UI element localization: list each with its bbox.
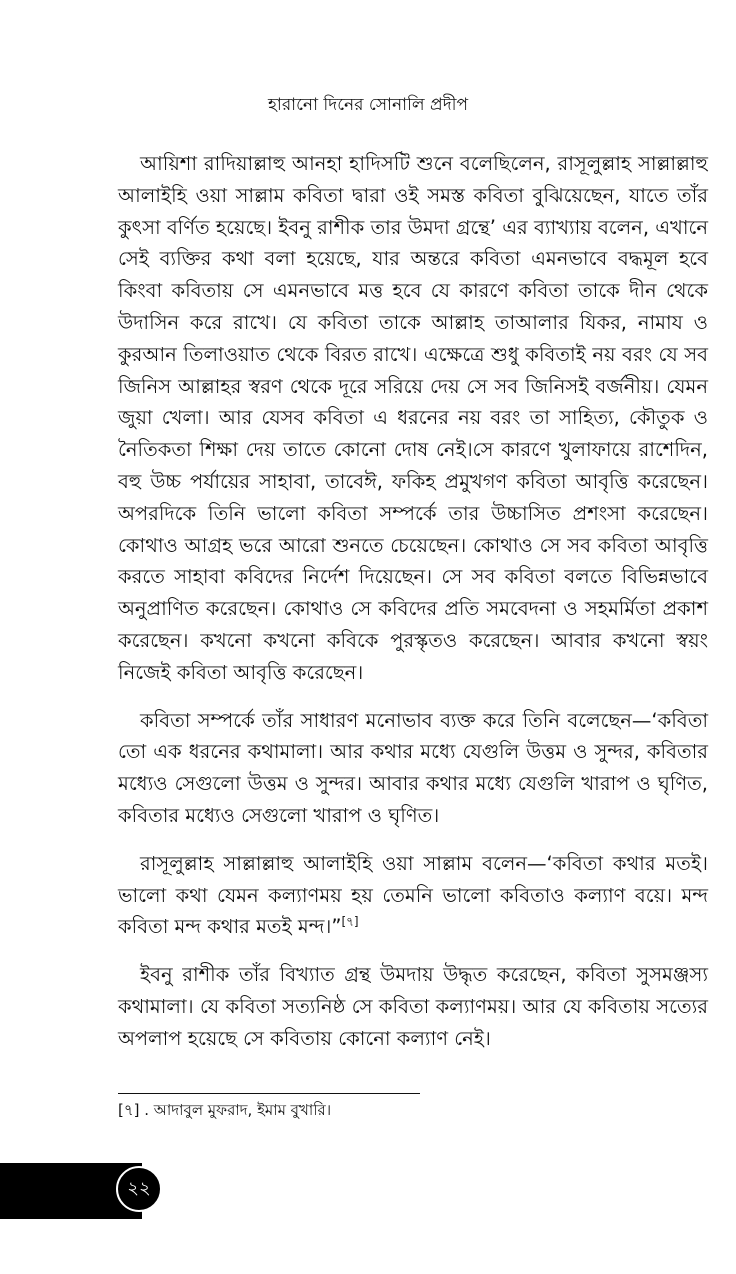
body-text <box>118 148 708 1071</box>
page-number: ২২ <box>116 1166 162 1212</box>
paragraph-4: ইবনু রাশীক তাঁর বিখ্যাত গ্রন্থ উমদায় উদ্ধৃত করেছেন, কবিতা সুসমঞ্জস্য কথামালা। যে কবিতা সত্যনিষ্ঠ সে কবিতা কল্যাণময়। আর যে কবিতায় সত্যের অপলাপ হয়েছে সে কবিতায় কোনো কল্যাণ নেই। <box>118 963 708 1050</box>
footnote-divider <box>118 1093 420 1094</box>
paragraph-1: আয়িশা রাদিয়াল্লাহু আনহা হাদিসটি শুনে বলেছিলেন, রাসূলুল্লাহ সাল্লাল্লাহু আলাইহি ওয়া সাল্লাম কবিতা দ্বারা ওই সমস্ত কবিতা বুঝিয়েছেন, যাতে তাঁর কুৎসা বর্ণিত হয়েছে। ইবনু রাশীক তার উমদা গ্রন্থে’ এর ব্যাখ্যায় বলেন, এখানে সেই ব্যক্তির কথা বলা হয়েছে, যার অন্তরে কবিতা এমনভাবে বদ্ধমূল হবে কিংবা কবিতায় সে এমনভাবে মত্ত হবে যে কারণে কবিতা তাকে দীন থেকে উদাসিন করে রাখে। যে কবিতা তাকে আল্লাহ তাআলার যিকর, নামায ও কুরআন তিলাওয়াত থেকে বিরত রাখে। এক্ষেত্রে শুধু কবিতাই নয় বরং যে সব জিনিস আল্লাহর স্বরণ থেকে দূরে সরিয়ে দেয় সে সব জিনিসই বর্জনীয়। যেমন জুয়া খেলা। আর যেসব কবিতা এ ধরনের নয় বরং তা সাহিত্য, কৌতুক ও নৈতিকতা শিক্ষা দেয় তাতে কোনো দোষ নেই।সে কারণে খুলাফায়ে রাশেদিন, বহু উচ্চ পর্যায়ের সাহাবা, তাবেঈ, ফকিহ প্রমুখগণ কবিতা আবৃত্তি করেছেন। অপরদিকে তিনি ভালো কবিতা সম্পর্কে তার উচ্চাসিত প্রশংসা করেছেন। কোথাও আগ্রহ ভরে আরো শুনতে চেয়েছেন। কোথাও সে সব কবিতা আবৃত্তি করতে সাহাবা কবিদের নির্দেশ দিয়েছেন। সে সব কবিতা বলতে বিভিন্নভাবে অনুপ্রাণিত করেছেন। কোথাও সে কবিদের প্রতি সমবেদনা ও সহমর্মিতা প্রকাশ করেছেন। কখনো কখনো কবিকে পুরস্কৃতও করেছেন। আবার কখনো স্বয়ং নিজেই কবিতা আবৃত্তি করেছেন। <box>118 152 708 684</box>
running-header: হারানো দিনের সোনালি প্রদীপ <box>267 95 469 115</box>
paragraph-2: কবিতা সম্পর্কে তাঁর সাধারণ মনোভাব ব্যক্ত করে তিনি বলেছেন—‘কবিতা তো এক ধরনের কথামালা। আর কথার মধ্যে যেগুলি উত্তম ও সুন্দর, কবিতার মধ্যেও সেগুলো উত্তম ও সুন্দর। আবার কথার মধ্যে যেগুলি খারাপ ও ঘৃণিত, কবিতার মধ্যেও সেগুলো খারাপ ও ঘৃণিত। <box>118 708 708 827</box>
footnote-reference[interactable]: [৭] <box>341 914 359 929</box>
paragraph-3 <box>118 848 708 943</box>
footnote: [৭] . আদাবুল মুফরাদ, ইমাম বুখারি। <box>118 1101 332 1119</box>
paragraph-3-text: রাসূলুল্লাহ সাল্লাল্লাহু আলাইহি ওয়া সাল্লাম বলেন—‘কবিতা কথার মতই। ভালো কথা যেমন কল্যাণময় হয় তেমনি ভালো কবিতাও কল্যাণ বয়ে। মন্দ কবিতা মন্দ কথার মতই মন্দ।” <box>118 851 708 939</box>
